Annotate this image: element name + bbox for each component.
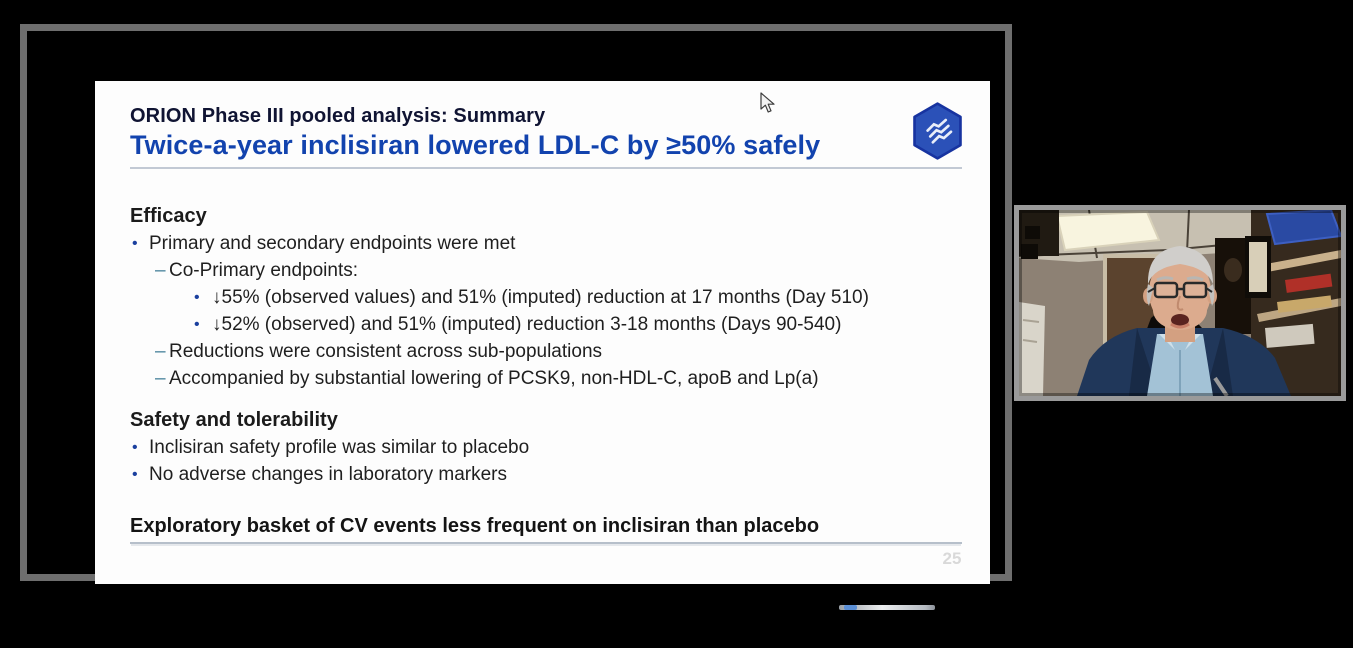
page-number: 25 (942, 549, 962, 568)
slide-body (130, 203, 962, 544)
paper-stack (1265, 324, 1315, 348)
bullet-marker: • (132, 235, 138, 252)
section-safety (130, 407, 962, 488)
company-hexagon-logo-icon (911, 101, 964, 161)
dash-marker: – (155, 260, 166, 281)
bullet-marker: • (132, 466, 138, 483)
list-item (130, 257, 962, 284)
dash-marker: – (155, 368, 166, 389)
whiteboard (1019, 302, 1045, 396)
list-item-text: Primary and secondary endpoints were met (149, 233, 516, 254)
presenter-webcam-tile[interactable] (1014, 205, 1346, 401)
list-item (130, 461, 962, 488)
title-separator (130, 167, 962, 169)
presenter-video (1019, 210, 1341, 396)
list-item-text: Inclisiran safety profile was similar to placebo (149, 437, 530, 458)
list-item-text: Accompanied by substantial lowering of PCSK9, non-HDL-C, apoB and Lp(a) (169, 368, 819, 389)
bullet-marker: • (132, 439, 138, 456)
list-item (130, 284, 962, 311)
list-item-text: No adverse changes in laboratory markers (149, 464, 508, 485)
dash-marker: – (155, 341, 166, 362)
list-item (130, 230, 962, 257)
list-item-text: ↓52% (observed) and 51% (imputed) reduction 3-18 months (Days 90-540) (212, 314, 842, 335)
slide-kicker: ORION Phase III pooled analysis: Summary (130, 105, 546, 127)
bullet-marker: • (194, 316, 200, 333)
progress-chip (844, 605, 857, 610)
slide-header (130, 103, 962, 161)
list-item-text: Co-Primary endpoints: (169, 260, 359, 281)
bullet-marker: • (194, 289, 200, 306)
list-item (130, 338, 962, 365)
section-heading: Safety and tolerability (130, 409, 338, 431)
list-item (130, 365, 962, 392)
presentation-slide (95, 81, 990, 584)
list-item (130, 434, 962, 461)
section-heading: Efficacy (130, 205, 207, 227)
list-item-text: ↓55% (observed values) and 51% (imputed) reduction at 17 months (Day 510) (212, 287, 869, 308)
list-item (130, 311, 962, 338)
slide-title: Twice-a-year inclisiran lowered LDL-C by ≥50% safely (130, 130, 821, 160)
frame-progress-indicator[interactable] (839, 605, 935, 610)
screenshare-frame (20, 24, 1012, 581)
section-efficacy (130, 203, 962, 392)
list-item-text: Reductions were consistent across sub-populations (169, 341, 603, 362)
footer-statement: Exploratory basket of CV events less frequent on inclisiran than placebo (130, 514, 962, 544)
